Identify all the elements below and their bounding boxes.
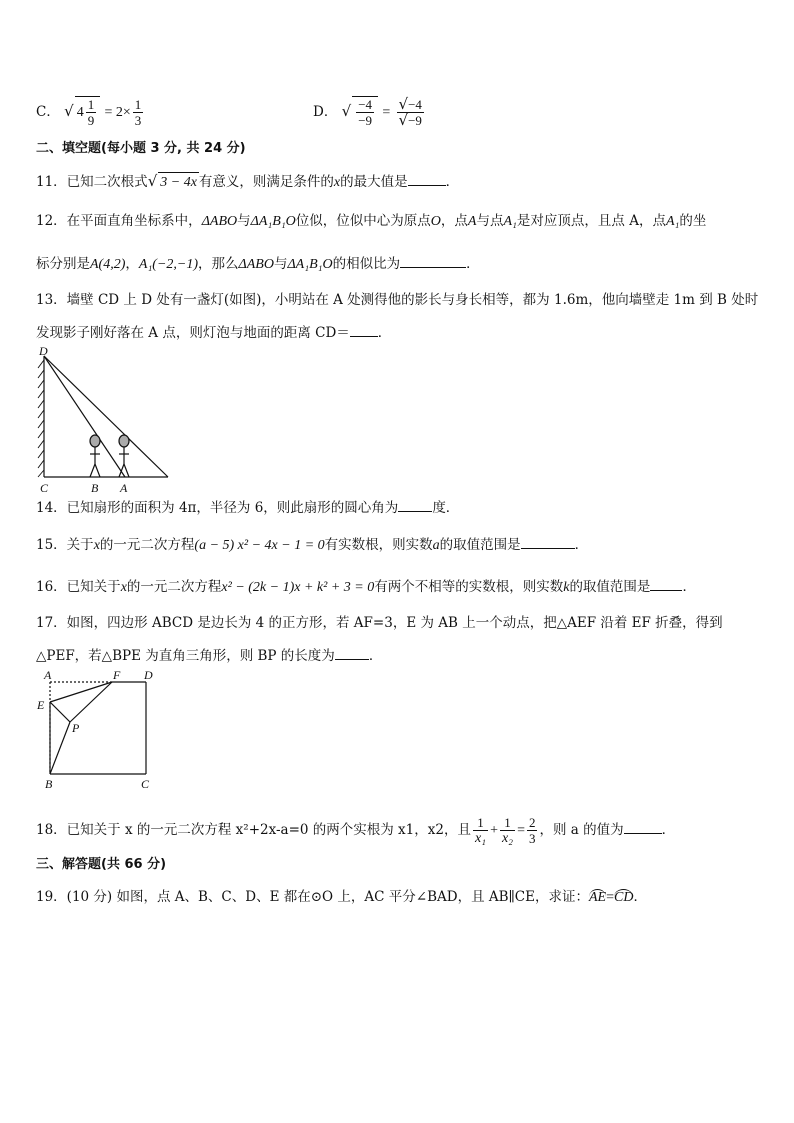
- sqrt-symbol: √: [147, 172, 158, 190]
- answer-blank[interactable]: [521, 534, 575, 549]
- person-at-b: [90, 435, 100, 477]
- arc-cd: CD: [613, 890, 634, 905]
- question-17-line1: 17．如图，四边形 ABCD 是边长为 4 的正方形，若 AF=3，E 为 AB 上一个动点，把△AEF 沿着 EF 折叠，得到: [36, 615, 723, 631]
- question-13-line1: 13．墙壁 CD 上 D 处有一盏灯(如图)，小明站在 A 处测得他的影长与身长相等，都为 1.6m，他向墙壁走 1m 到 B 处时: [36, 292, 759, 308]
- question-15: 15．关于x的一元二次方程(a − 5) x² − 4x − 1 = 0有实数根，则实数a的取值范围是 ．: [36, 534, 588, 556]
- segment-fp: [70, 682, 112, 722]
- question-17-line2: △PEF，若△BPE 为直角三角形，则 BP 的长度为 ．: [36, 645, 382, 666]
- question-16: 16．已知关于x的一元二次方程x² − (2k − 1)x + k² + 3 = 0有两个不相等的实数根，则实数k的取值范围是 ．: [36, 576, 696, 598]
- segment-bp: [50, 722, 70, 774]
- section-3-heading: 三、解答题(共 66 分): [36, 857, 167, 872]
- segment-ep: [50, 702, 70, 722]
- label-d: D: [39, 344, 48, 358]
- label-c: C: [40, 481, 49, 494]
- wall-hatching: [38, 360, 44, 477]
- label-p: P: [72, 721, 80, 735]
- option-c-radicand: 4 $\frac{1}{9}$: [75, 96, 101, 128]
- answer-blank[interactable]: [650, 576, 682, 591]
- answer-blank[interactable]: [398, 497, 432, 512]
- section-2-heading: 二、填空题(每小题 3 分, 共 24 分): [36, 141, 246, 156]
- label-b: B: [45, 777, 53, 791]
- question-12-line1: 12．在平面直角坐标系中，ΔABO与ΔA₁B₁O位似，位似中心为原点O，点A与点A₁是对应顶点，且点 A，点A₁的坐: [36, 213, 707, 229]
- answer-blank[interactable]: [335, 645, 369, 660]
- question-12-line2: 标分别是A(4,2)，A₁(−2,−1)，那么ΔABO与ΔA₁B₁O的相似比为 ．: [36, 253, 480, 275]
- label-d: D: [144, 668, 153, 682]
- light-ray-inner: [44, 356, 125, 477]
- label-e: E: [37, 698, 45, 712]
- arc-ae: AE: [588, 890, 607, 905]
- sqrt-symbol: √: [341, 102, 352, 120]
- label-a: A: [44, 668, 52, 682]
- question-14: 14．已知扇形的面积为 4π，半径为 6，则此扇形的圆心角为 度．: [36, 497, 459, 518]
- question-11: 11．已知二次根式√ 3 − 4x 有意义，则满足条件的x的最大值是 ．: [36, 171, 459, 193]
- label-a: A: [120, 481, 128, 494]
- figure-17-square-diagram: [34, 668, 160, 794]
- sqrt-symbol: √: [398, 111, 409, 129]
- option-d: D． √ $\frac{-4}{-9}$ = $\frac{√-4}{√-9}$: [313, 95, 422, 129]
- question-18: 18．已知关于 x 的一元二次方程 x²+2x-a=0 的两个实根为 x1，x2，且 $\frac{1}{\text{x₁}}$ + $\frac{1}{\text{x₂}}$ = $\frac{2}{3}$ ，则 a 的值为 ．: [36, 815, 676, 846]
- sqrt-symbol: √: [64, 102, 74, 120]
- answer-blank[interactable]: [350, 322, 378, 337]
- option-c: C． √ 4 $\frac{1}{9}$ = 2× $\frac{1}{3}$: [36, 97, 142, 128]
- segment-ef: [50, 682, 112, 702]
- sqrt-symbol: √: [398, 95, 409, 113]
- answer-blank[interactable]: [400, 253, 466, 268]
- light-ray-outer: [44, 356, 168, 477]
- question-13-line2: 发现影子刚好落在 A 点，则灯泡与地面的距离 CD＝ ．: [36, 322, 391, 343]
- label-f: F: [113, 668, 121, 682]
- label-c: C: [141, 777, 150, 791]
- option-c-label: C．: [36, 104, 60, 120]
- option-d-label: D．: [313, 104, 338, 120]
- answer-blank[interactable]: [624, 819, 662, 834]
- question-19: 19．(10 分) 如图，点 A、B、C、D、E 都在⊙O 上，AC 平分∠BAD，且 AB∥CE，求证：AE=CD．: [36, 889, 647, 905]
- figure-13-lamp-diagram: [34, 342, 176, 494]
- answer-blank[interactable]: [408, 171, 446, 186]
- label-b: B: [91, 481, 99, 494]
